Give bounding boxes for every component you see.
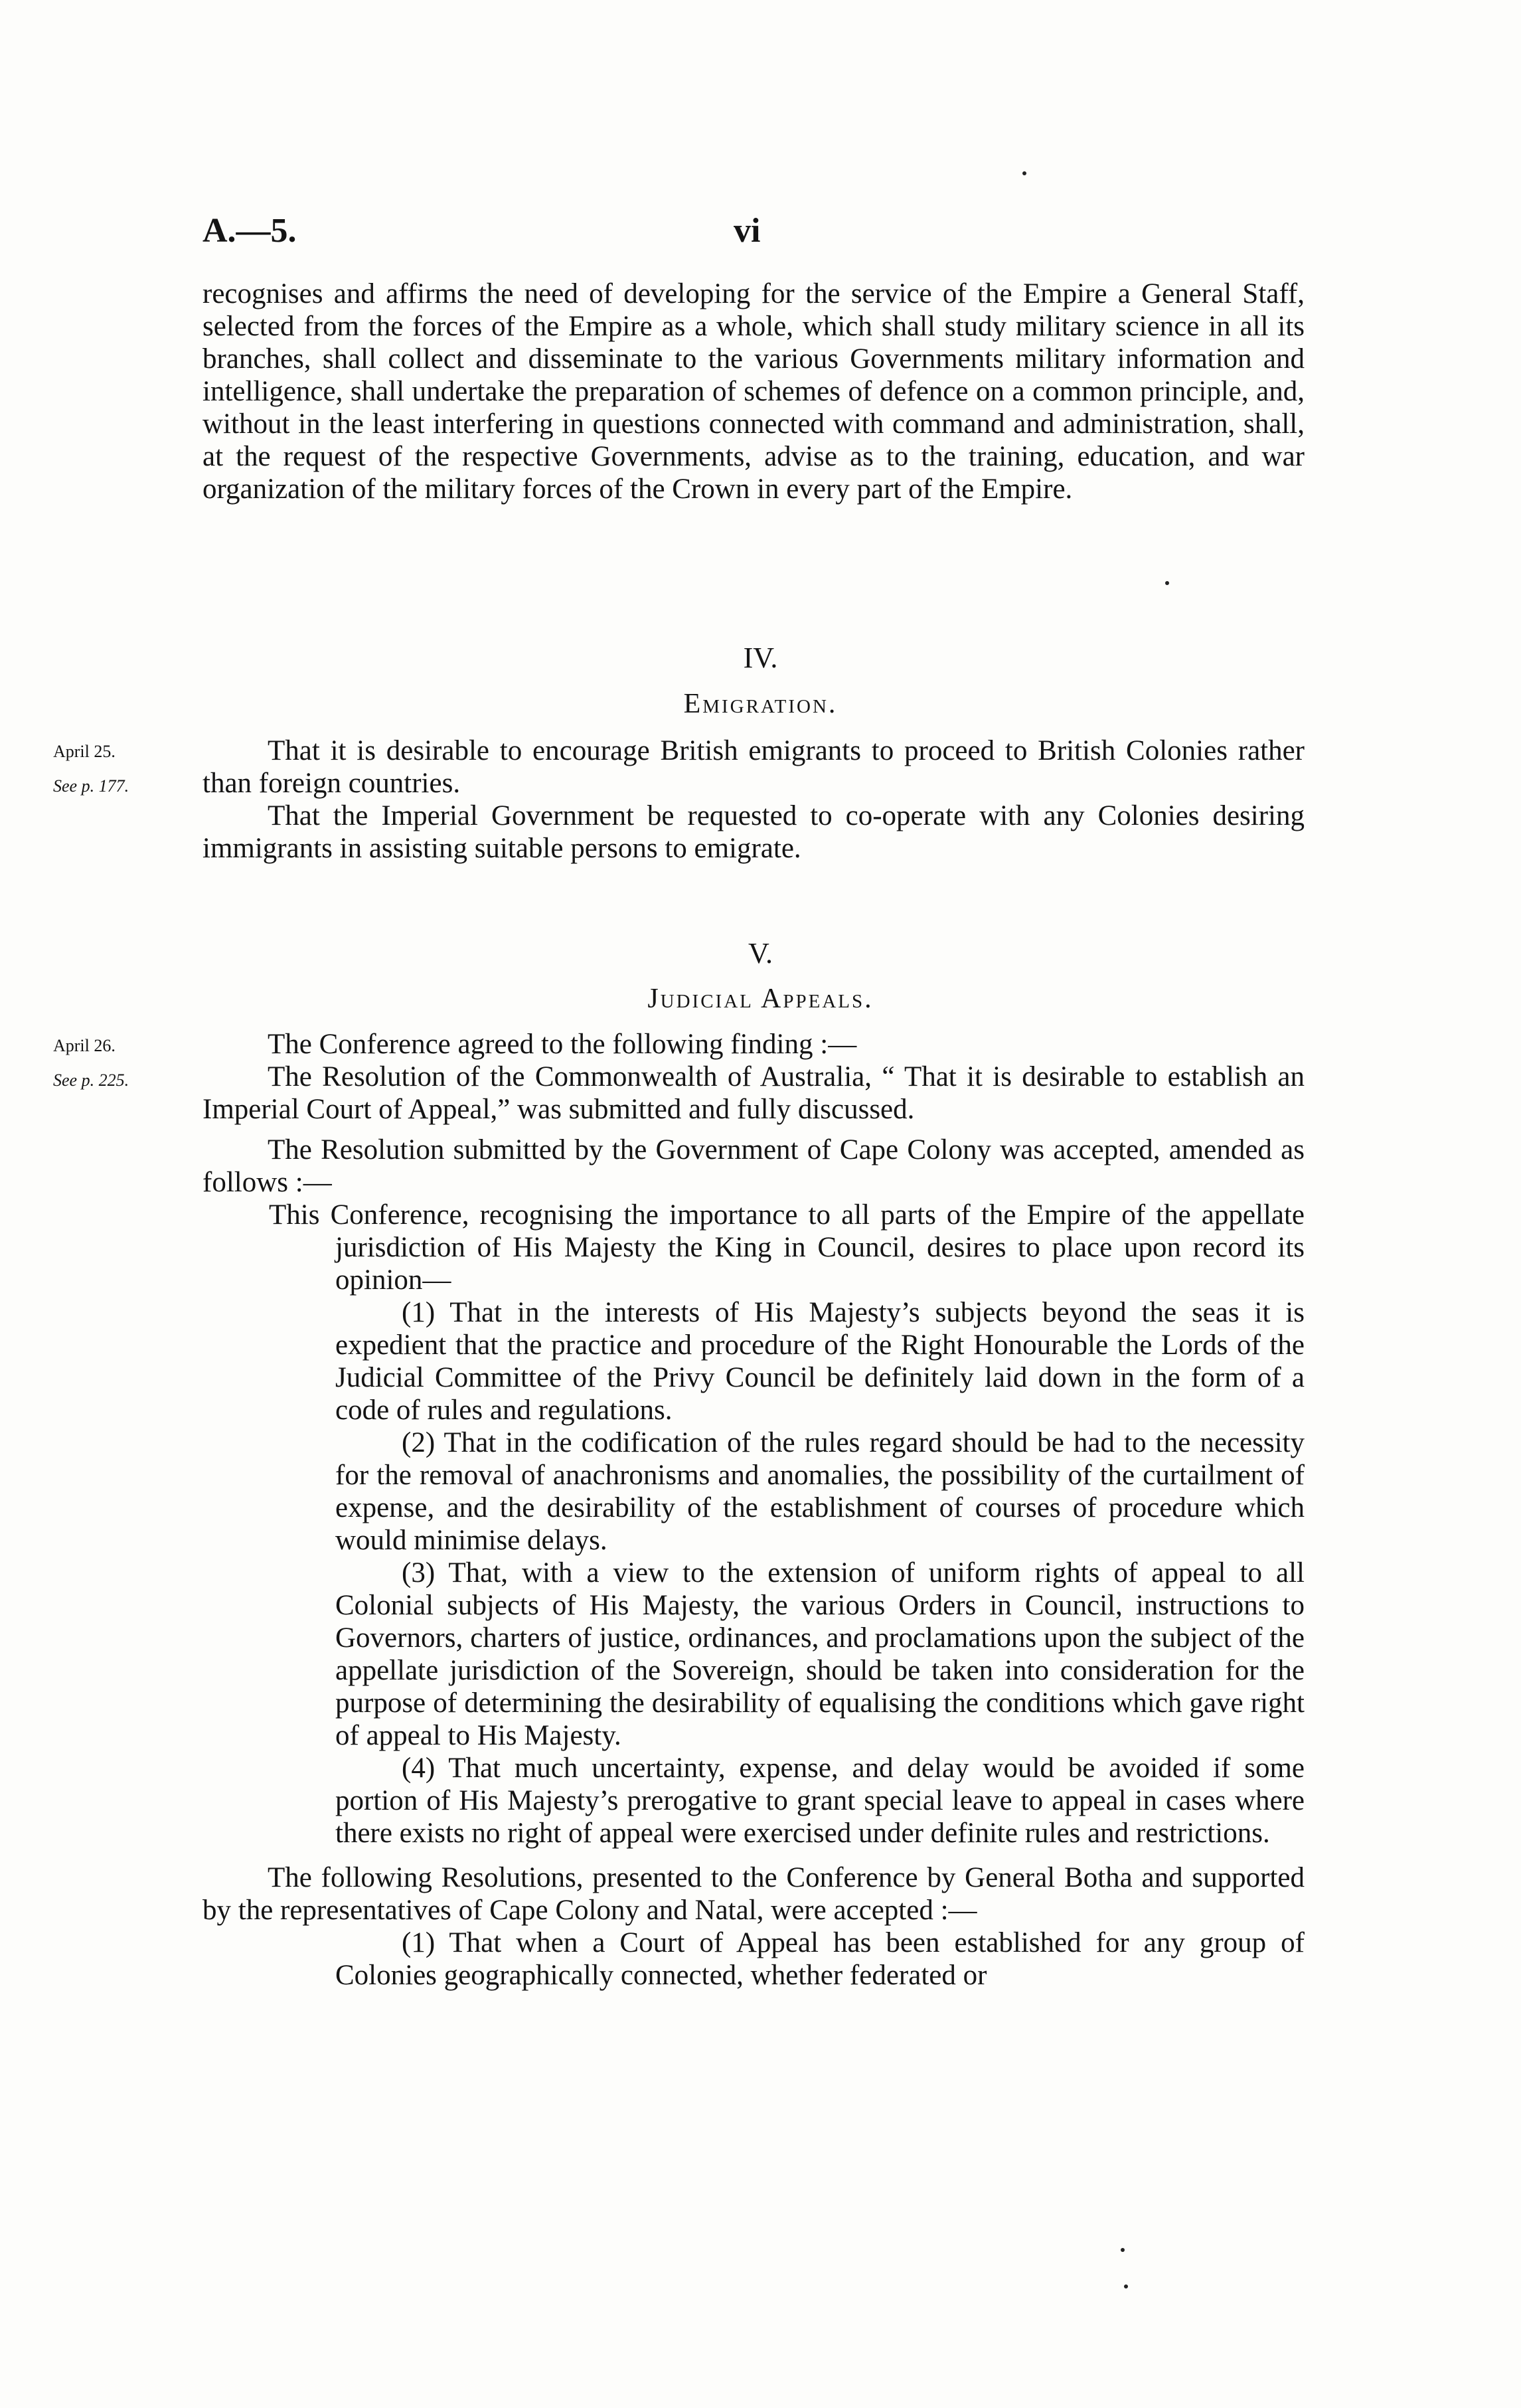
- section-v-margin-date: April 26.: [53, 1036, 116, 1055]
- page-number: vi: [734, 212, 761, 250]
- section-v-botha-intro: The following Resolutions, presented to the Conference by General Botha and supported by the representatives of Cape Colony and Natal, were accepted :—: [202, 1862, 1305, 1926]
- section-iv-margin-date: April 25.: [53, 742, 116, 761]
- section-iv-body: [202, 734, 1305, 865]
- section-v-item-2: (2) That in the codification of the rules regard should be had to the necessity for the removal of anachronisms and anomalies, the possibility of the curtailment of expense, and the desirability of the establishment of courses of procedure which would minimise delays.: [335, 1427, 1305, 1556]
- intro-paragraph-text: recognises and affirms the need of developing for the service of the Empire a General Staff, selected from the forces of the Empire as a whole, which shall study military science in all its branches, shall collect and disseminate to the various Governments military information and intelligence, shall undertake the preparation of schemes of defence on a common principle, and, without in the least interfering in questions connected with command and administration, shall, at the request of the respective Governments, advise as to the training, education, and war organization of the military forces of the Crown in every part of the Empire.: [202, 278, 1305, 505]
- document-reference: A.—5.: [202, 212, 297, 250]
- section-iv-numeral: IV.: [743, 642, 778, 674]
- section-v-numeral: V.: [748, 937, 773, 970]
- section-v-finding: The Conference agreed to the following finding :—: [268, 1029, 857, 1060]
- section-v-australia-resolution: The Resolution of the Commonwealth of Australia, “ That it is desirable to establish an Imperial Court of Appeal,” was submitted and fully discussed.: [202, 1061, 1305, 1125]
- section-v-body: [202, 1028, 1305, 1992]
- section-v-items-list: [335, 1296, 1305, 1849]
- section-v-botha-list: [335, 1927, 1305, 1992]
- section-iv-para1: That it is desirable to encourage British emigrants to proceed to British Colonies rather than foreign countries.: [202, 735, 1305, 799]
- section-v-item-3: (3) That, with a view to the extension of uniform rights of appeal to all Colonial subjects of His Majesty, the various Orders in Council, instructions to Governors, charters of justice, ordinances, and proclamations upon the subject of the appellate jurisdiction of the Sovereign, should be taken into consideration for the purpose of determining the desirability of equalising the conditions which gave right of appeal to His Majesty.: [335, 1557, 1305, 1751]
- section-iv-margin-ref: [53, 775, 129, 798]
- section-iv-para2: That the Imperial Government be requested to co-operate with any Colonies desiring immigrants in assisting suitable persons to emigrate.: [202, 800, 1305, 864]
- section-v-botha-item-1: (1) That when a Court of Appeal has been established for any group of Colonies geographically connected, whether federated or: [335, 1927, 1305, 1991]
- print-speck: [1121, 2248, 1125, 2252]
- print-speck: [1124, 2284, 1128, 2288]
- section-iv-margin-ref-text: See p. 177.: [53, 776, 129, 796]
- section-v-cape-resolution: The Resolution submitted by the Government of Cape Colony was accepted, amended as follows :—: [202, 1134, 1305, 1198]
- print-speck: [1022, 171, 1026, 175]
- section-v-item-1: (1) That in the interests of His Majesty’s subjects beyond the seas it is expedient that the practice and procedure of the Right Honourable the Lords of the Judicial Committee of the Privy Council be definitely laid down in the form of a code of rules and regulations.: [335, 1297, 1305, 1426]
- section-v-margin-ref: [53, 1069, 129, 1092]
- print-speck: [1165, 581, 1169, 585]
- section-v-conference-intro: This Conference, recognising the importance to all parts of the Empire of the appellate jurisdiction of His Majesty the King in Council, desires to place upon record its opinion—: [269, 1199, 1305, 1296]
- section-iv-title: Emigration.: [683, 689, 838, 719]
- section-v-margin-ref-text: See p. 225.: [53, 1071, 129, 1090]
- intro-paragraph: [202, 278, 1305, 505]
- section-v-item-4: (4) That much uncertainty, expense, and delay would be avoided if some portion of His Majesty’s prerogative to grant special leave to appeal in cases where there exists no right of appeal were exercised under definite rules and restrictions.: [335, 1753, 1305, 1849]
- section-v-title: Judicial Appeals.: [647, 984, 874, 1014]
